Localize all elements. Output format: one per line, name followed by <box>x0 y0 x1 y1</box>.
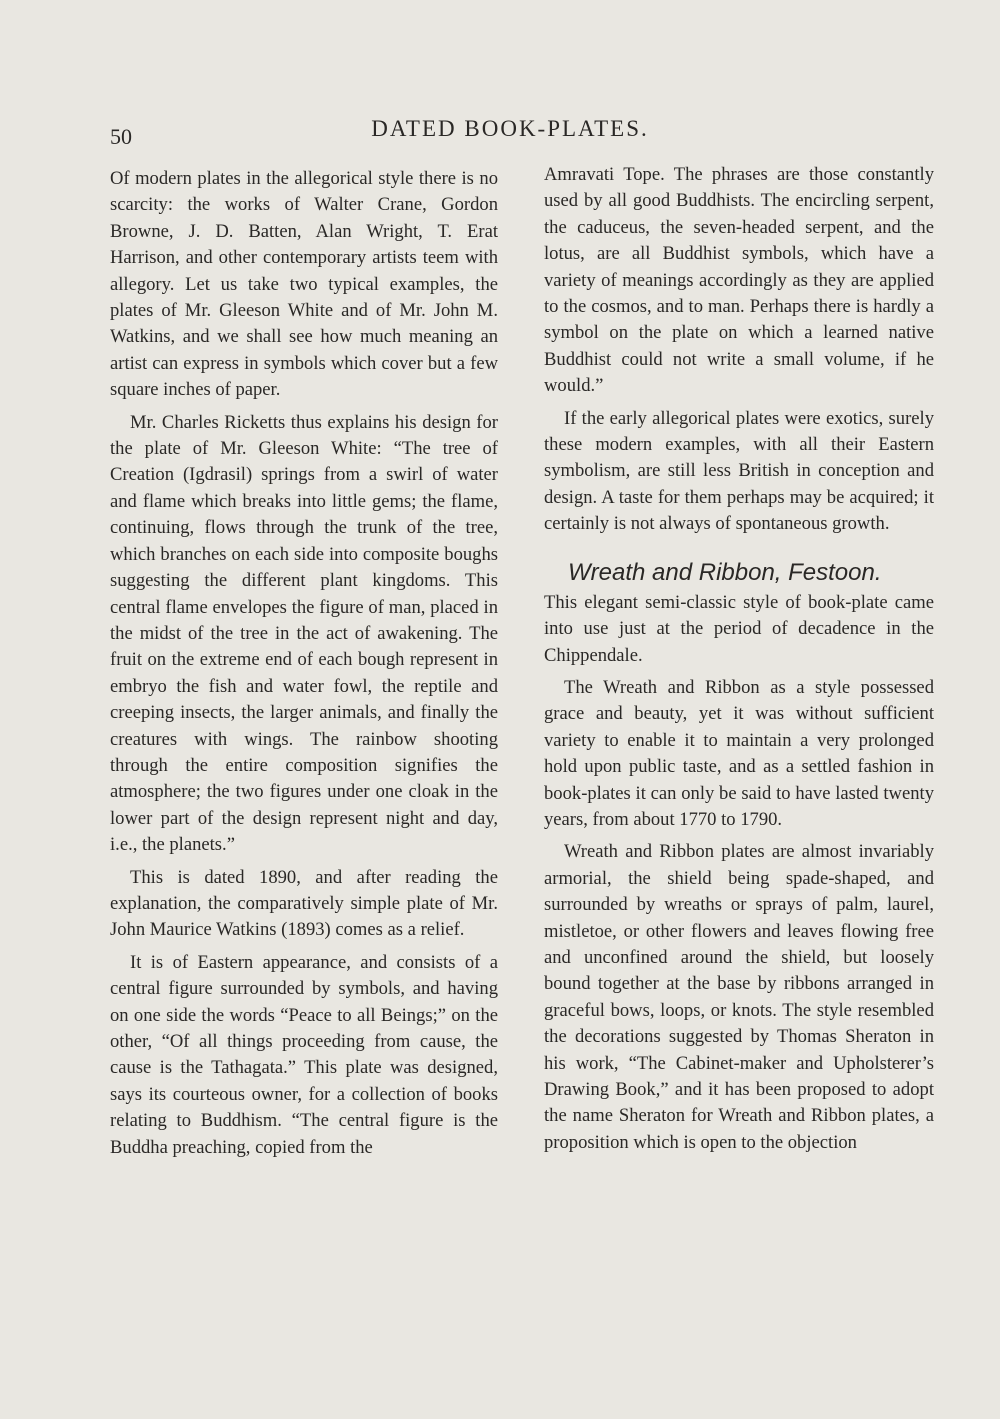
paragraph: Amravati Tope. The phrases are those constantly used by all good Buddhists. The encircling serpent, the caduceus, the seven-headed serpent, and the lotus, are all Buddhist symbols, which have a variety of meanings accordingly as they are applied to the cosmos, and to man. Perhaps there is hardly a symbol on the plate on which a learned native Buddhist could not write a small volume, if he would.” <box>544 164 934 397</box>
running-head: DATED BOOK-PLATES. <box>371 116 649 141</box>
paragraph: The Wreath and Ribbon as a style possessed grace and beauty, yet it was without sufficient variety to enable it to maintain a very prolonged hold upon public taste, and as a settled fashion in book-plates it can only be said to have lasted twenty years, from about 1770 to 1790. <box>544 676 934 830</box>
page-number: 50 <box>110 124 132 149</box>
paragraph: This is dated 1890, and after reading the explanation, the comparatively simple plate of Mr. John Maurice Watkins (1893) comes as a relief. <box>110 866 498 941</box>
right-column <box>544 162 934 1162</box>
paragraph: It is of Eastern appearance, and consists of a central figure surrounded by symbols, and having on one side the words “Peace to all Beings;” on the other, “Of all things proceeding from cause, the cause is the Tathagata.” This plate was designed, says its courteous owner, for a collection of books relating to Buddhism. “The central figure is the Buddha preaching, copied from the <box>110 951 498 1158</box>
paragraph: This elegant semi-classic style of book-plate came into use just at the period of decadence in the Chippendale. <box>544 591 934 666</box>
paragraph: Of modern plates in the allegorical style there is no scarcity: the works of Walter Crane, Gordon Browne, J. D. Batten, Alan Wright, T. Erat Harrison, and other contemporary artists teem with allegory. Let us take two typical examples, the plates of Mr. Gleeson White and of Mr. John M. Watkins, and we shall see how much meaning an artist can express in symbols which cover but a few square inches of paper. <box>110 168 498 401</box>
paragraph: Wreath and Ribbon plates are almost invariably armorial, the shield being spade-shaped, and surrounded by wreaths or sprays of palm, laurel, mistletoe, or other flowers and leaves flowing free and unconfined around the shield, but loosely bound together at the base by ribbons arranged in graceful bows, loops, or knots. The style resembled the decorations suggested by Thomas Sheraton in his work, “The Cabinet-maker and Upholsterer’s Drawing Book,” and it has been proposed to adopt the name Sheraton for Wreath and Ribbon plates, a proposition which is open to the objection <box>544 841 934 1153</box>
section-heading: Wreath and Ribbon, Festoon. <box>568 558 882 586</box>
paragraph: If the early allegorical plates were exotics, surely these modern examples, with all their Eastern symbolism, are still less British in conception and design. A taste for them perhaps may be acquired; it certainly is not always of spontaneous growth. <box>544 407 934 535</box>
paragraph: Mr. Charles Ricketts thus explains his design for the plate of Mr. Gleeson White: “The tree of Creation (Igdrasil) springs from a swirl of water and flame which breaks into little gems; the flame, continuing, flows through the trunk of the tree, which branches on each side into composite boughs suggesting the different plant kingdoms. This central flame envelopes the figure of man, placed in the midst of the tree in the act of awakening. The fruit on the extreme end of each bough represent in embryo the fish and water fowl, the reptile and creeping insects, the larger animals, and finally the creatures with wings. The rainbow shooting through the entire composition signifies the atmosphere; the two figures under one cloak in the lower part of the design represent night and day, i.e., the planets.” <box>110 411 498 856</box>
left-column <box>110 166 498 1167</box>
